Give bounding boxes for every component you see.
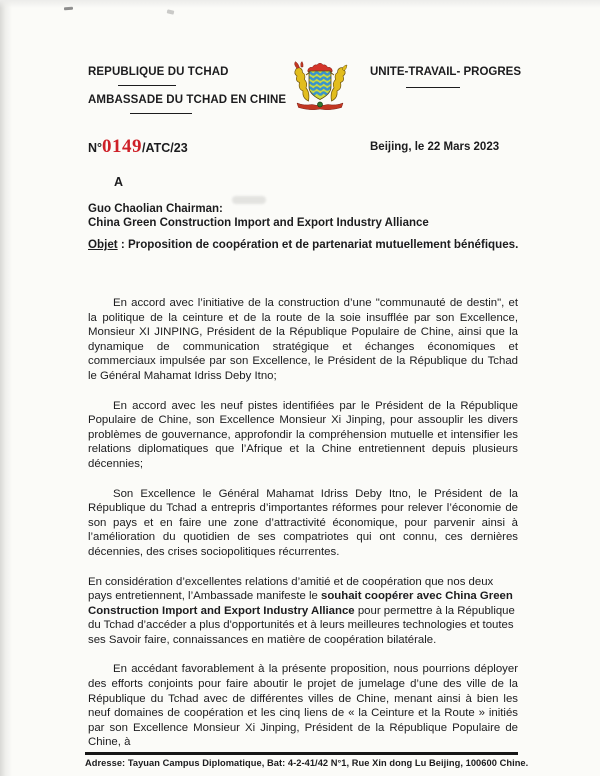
date-line: Beijing, le 22 Mars 2023 [370, 141, 500, 153]
scan-artifact [167, 9, 175, 14]
addressee-block [88, 175, 429, 231]
addressee-organization: China Green Construction Import and Export Industry Alliance [88, 217, 429, 229]
chad-coat-of-arms-icon [286, 60, 354, 112]
paragraph-4-pre: En considération d’excellentes relations d’amitié et de coopération que nos deux pays entretiennent, l’Ambassade manifeste le [88, 575, 494, 603]
paragraph-1: En accord avec l’initiative de la construction d’une "communauté de destin", et la politique de la ceinture et de la route de la soie insufflée par son Excellence, Monsieur XI JINPING, Président de la République Populaire de Chine, ainsi que la dynamique de communication stratégique et échanges économiques et commerciaux impulsée par son Excellence, le Président de la République du Tchad le Général Mahamat Idriss Deby Itno; [88, 297, 518, 382]
ref-suffix: /ATC/23 [142, 141, 188, 155]
paragraph-4-post: pour permettre à la République du Tchad d’accéder a plus d'opportunités et à leurs meilleures technologies et toutes ses Savoir faire, connaissances en matière de coopération bilatérale. [88, 604, 515, 646]
letter-body [88, 296, 518, 765]
national-motto: UNITE-TRAVAIL- PROGRES [370, 66, 521, 78]
staple-scan-artifact [64, 7, 73, 11]
ref-prefix: N° [88, 141, 103, 155]
embassy-name: AMBASSADE DU TCHAD EN CHINE [88, 94, 287, 106]
subject-line [88, 238, 520, 253]
to-label: A [114, 175, 124, 189]
subject-label: Objet [88, 238, 118, 251]
addressee-name: Guo Chaolian Chairman: [88, 202, 223, 215]
footer-divider-line [85, 752, 518, 755]
subject-separator: : [117, 238, 128, 251]
reference-number [88, 136, 188, 158]
divider-line [406, 87, 460, 88]
country-name: REPUBLIQUE DU TCHAD [88, 66, 229, 78]
paragraph-5: En accédant favorablement à la présente proposition, nous pourrions déployer des efforts conjoints pour faire aboutir le projet de jumelage d’une des ville de la République du Tchad avec de différentes villes de Chine, menant ainsi à bien les neuf domaines de coopération et les cinq liens de « la Ceinture et la Route » initiés par son Excellence Monsieur Xi Jinping, Président de la République Populaire de Chine, à [88, 663, 518, 749]
ref-serial-number: 0149 [102, 136, 143, 157]
letterhead-left [88, 66, 286, 114]
subject-text: Proposition de coopération et de partenariat mutuellement bénéfiques. [127, 238, 519, 251]
letterhead-right [370, 66, 521, 88]
footer-address: Adresse: Tayuan Campus Diplomatique, Bat: 4-2-41/42 N°1, Rue Xin dong Lu Beijing, 100600 Chine. [85, 758, 529, 768]
paragraph-2: En accord avec les neuf pistes identifiées par le Président de la République Populaire de Chine, son Excellence Monsieur Xi Jinping, pour assouplir les divers problèmes de gouvernance, approfondir la compréhension mutuelle et intensifier les relations diplomatiques que l’Afrique et la Chine entretiennent depuis plusieurs décennies; [88, 399, 518, 470]
divider-line [130, 113, 192, 114]
paragraph-4-bold: souhait coopérer avec China Green Construction Import and Export Industry Alliance [88, 590, 513, 617]
divider-line [118, 85, 176, 86]
paragraph-3: Son Excellence le Général Mahamat Idriss Deby Itno, le Président de la République du Tchad a entrepris d’importantes réformes pour relever l’économie de son pays et en faire une zone d’attractivité économique, pour parvenir ainsi à l’amélioration du quotidien de ses compatriotes qui ont connu, ces dernières décennies, des crises sociopolitiques récurrentes. [88, 487, 518, 558]
paragraph-4 [88, 575, 518, 648]
